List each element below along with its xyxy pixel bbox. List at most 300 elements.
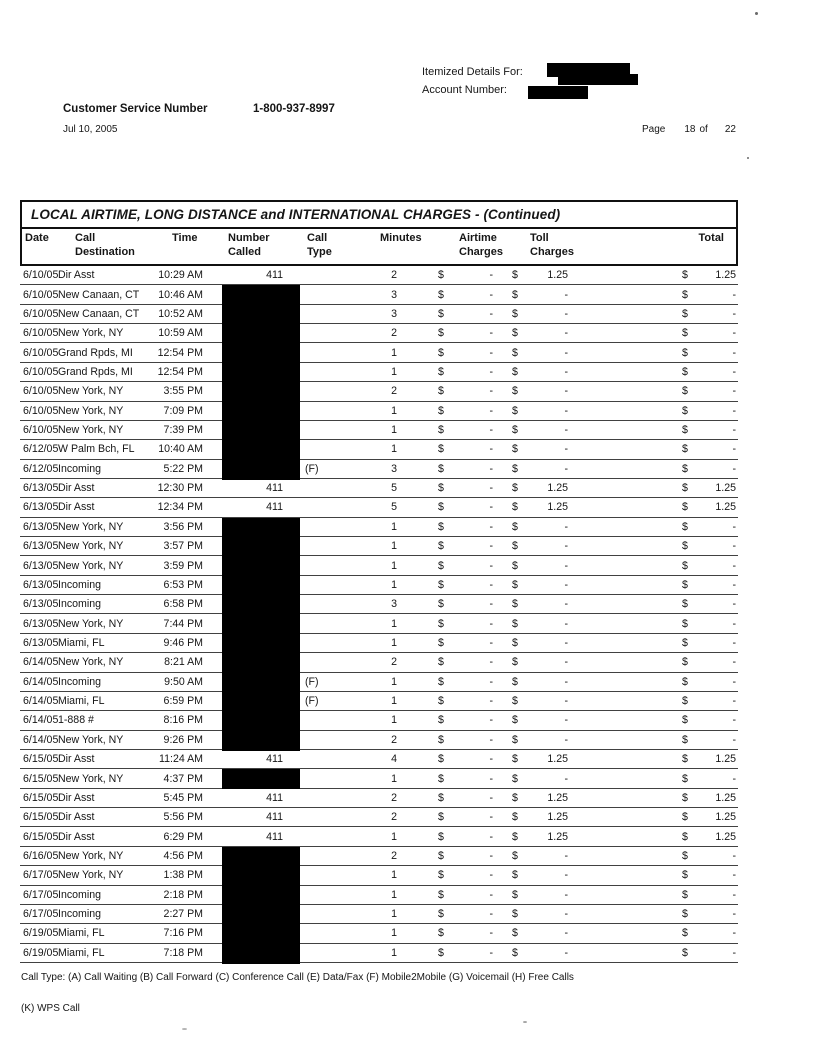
itemized-details-redaction-box xyxy=(558,74,638,85)
total-value: - xyxy=(732,733,736,746)
number-called-text: 411 xyxy=(266,811,283,824)
number-called-cell xyxy=(205,305,300,323)
toll-value: 1.25 xyxy=(547,791,568,804)
date-cell xyxy=(20,905,58,923)
minutes-cell-text: 2 xyxy=(391,733,397,746)
destination-cell-text: Dir Asst xyxy=(58,811,95,824)
dollar-sign: $ xyxy=(512,443,518,456)
number-called-cell xyxy=(205,789,300,807)
date-cell xyxy=(20,421,58,439)
dollar-sign: $ xyxy=(682,830,688,843)
toll-value: - xyxy=(564,288,568,301)
time-cell xyxy=(145,634,205,652)
dollar-sign: $ xyxy=(682,424,688,437)
minutes-cell-text: 1 xyxy=(391,637,397,649)
dollar-sign: $ xyxy=(438,772,444,785)
time-cell-text: 9:26 PM xyxy=(163,733,203,746)
dollar-sign: $ xyxy=(512,404,518,417)
dollar-sign: $ xyxy=(438,927,444,940)
number-called-cell xyxy=(205,944,300,962)
number-called-text: 411 xyxy=(266,791,283,804)
airtime-value: - xyxy=(489,307,493,320)
total-cell xyxy=(600,518,738,536)
dollar-sign: $ xyxy=(512,559,518,572)
total-value: - xyxy=(732,695,736,708)
date-cell-text: 6/10/05 xyxy=(23,346,59,359)
minutes-cell xyxy=(345,750,400,768)
minutes-cell xyxy=(345,402,400,420)
time-cell xyxy=(145,305,205,323)
time-cell xyxy=(145,402,205,420)
dollar-sign: $ xyxy=(438,617,444,630)
time-cell-text: 3:59 PM xyxy=(163,559,203,572)
airtime-charges-cell xyxy=(400,905,500,923)
total-value: 1.25 xyxy=(715,269,736,282)
airtime-charges-cell xyxy=(400,537,500,555)
toll-value: - xyxy=(564,849,568,862)
total-value: - xyxy=(732,424,736,437)
dollar-sign: $ xyxy=(682,385,688,398)
minutes-cell-text: 5 xyxy=(391,501,397,514)
destination-cell-text: Miami, FL xyxy=(58,946,105,959)
total-value: - xyxy=(732,946,736,959)
table-row xyxy=(20,479,738,498)
destination-cell xyxy=(58,769,145,787)
minutes-cell xyxy=(345,498,400,516)
destination-cell xyxy=(58,266,145,284)
destination-cell xyxy=(58,285,145,303)
toll-value: - xyxy=(564,462,568,475)
number-called-cell xyxy=(205,382,300,400)
time-cell-text: 6:59 PM xyxy=(163,695,203,708)
total-cell xyxy=(600,886,738,904)
column-header-call-destination xyxy=(60,229,147,264)
toll-charges-cell xyxy=(500,731,600,749)
table-row xyxy=(20,924,738,943)
minutes-cell xyxy=(345,305,400,323)
total-cell xyxy=(600,634,738,652)
minutes-cell-text: 2 xyxy=(391,791,397,804)
date-cell-text: 6/13/05 xyxy=(23,520,59,533)
time-cell-text: 4:56 PM xyxy=(163,849,203,862)
number-called-cell xyxy=(205,827,300,845)
column-header-line: Type xyxy=(307,245,332,258)
call-type-cell xyxy=(300,518,345,536)
minutes-cell-text: 2 xyxy=(391,385,397,398)
redacted-number-box xyxy=(222,460,300,480)
total-cell xyxy=(600,595,738,613)
toll-value: - xyxy=(564,404,568,417)
dollar-sign: $ xyxy=(512,520,518,533)
toll-value: - xyxy=(564,675,568,688)
total-cell xyxy=(600,363,738,381)
redacted-number-box xyxy=(222,363,300,383)
toll-charges-cell xyxy=(500,944,600,962)
number-called-cell xyxy=(205,731,300,749)
minutes-cell-text: 3 xyxy=(391,307,397,320)
dollar-sign: $ xyxy=(438,288,444,301)
minutes-cell-text: 2 xyxy=(391,811,397,824)
destination-cell xyxy=(58,731,145,749)
total-cell xyxy=(600,905,738,923)
time-cell xyxy=(145,944,205,962)
time-cell-text: 7:39 PM xyxy=(163,424,203,437)
scan-speck xyxy=(755,12,758,15)
total-value: - xyxy=(732,520,736,533)
dollar-sign: $ xyxy=(512,288,518,301)
dollar-sign: $ xyxy=(438,849,444,862)
number-called-cell xyxy=(205,711,300,729)
dollar-sign: $ xyxy=(438,559,444,572)
minutes-cell xyxy=(345,363,400,381)
dollar-sign: $ xyxy=(682,520,688,533)
time-cell-text: 6:29 PM xyxy=(163,830,203,843)
table-header-box xyxy=(20,200,738,266)
date-cell-text: 6/14/05 xyxy=(23,714,59,727)
destination-cell-text: Incoming xyxy=(58,462,101,475)
minutes-cell-text: 4 xyxy=(391,753,397,766)
minutes-cell-text: 1 xyxy=(391,869,397,882)
minutes-cell-text: 1 xyxy=(391,714,397,727)
redacted-number-box xyxy=(222,634,300,654)
airtime-value: - xyxy=(489,540,493,553)
toll-charges-cell xyxy=(500,634,600,652)
toll-charges-cell xyxy=(500,537,600,555)
dollar-sign: $ xyxy=(512,346,518,359)
page-number: 18 xyxy=(684,124,696,135)
dollar-sign: $ xyxy=(512,908,518,921)
total-cell xyxy=(600,537,738,555)
airtime-value: - xyxy=(489,714,493,727)
number-called-cell xyxy=(205,479,300,497)
total-cell xyxy=(600,382,738,400)
redacted-number-box xyxy=(222,440,300,460)
toll-value: - xyxy=(564,598,568,611)
time-cell-text: 7:18 PM xyxy=(163,946,203,959)
date-cell-text: 6/13/05 xyxy=(23,501,59,514)
number-called-cell xyxy=(205,498,300,516)
destination-cell xyxy=(58,653,145,671)
airtime-value: - xyxy=(489,888,493,901)
minutes-cell xyxy=(345,382,400,400)
dollar-sign: $ xyxy=(682,927,688,940)
number-called-cell xyxy=(205,808,300,826)
airtime-charges-cell xyxy=(400,769,500,787)
time-cell xyxy=(145,866,205,884)
column-header-minutes xyxy=(347,229,422,264)
call-type-cell xyxy=(300,750,345,768)
number-called-cell xyxy=(205,285,300,303)
minutes-cell xyxy=(345,673,400,691)
date-cell-text: 6/13/05 xyxy=(23,637,59,649)
time-cell xyxy=(145,382,205,400)
airtime-value: - xyxy=(489,462,493,475)
toll-charges-cell xyxy=(500,421,600,439)
date-cell xyxy=(20,614,58,632)
total-cell xyxy=(600,653,738,671)
dollar-sign: $ xyxy=(438,365,444,378)
number-called-cell xyxy=(205,924,300,942)
call-type-cell xyxy=(300,382,345,400)
date-cell-text: 6/13/05 xyxy=(23,559,59,572)
dollar-sign: $ xyxy=(682,946,688,959)
destination-cell-text: Dir Asst xyxy=(58,791,95,804)
total-cell xyxy=(600,460,738,478)
total-value: - xyxy=(732,637,736,649)
destination-cell-text: Dir Asst xyxy=(58,830,95,843)
dollar-sign: $ xyxy=(438,830,444,843)
minutes-cell-text: 1 xyxy=(391,404,397,417)
number-called-cell xyxy=(205,750,300,768)
dollar-sign: $ xyxy=(512,888,518,901)
redacted-number-box xyxy=(222,285,300,305)
toll-value: 1.25 xyxy=(547,269,568,282)
toll-charges-cell xyxy=(500,518,600,536)
date-cell-text: 6/10/05 xyxy=(23,404,59,417)
dollar-sign: $ xyxy=(512,830,518,843)
airtime-charges-cell xyxy=(400,808,500,826)
call-type-cell xyxy=(300,595,345,613)
time-cell xyxy=(145,266,205,284)
airtime-charges-cell xyxy=(400,886,500,904)
minutes-cell-text: 1 xyxy=(391,908,397,921)
destination-cell-text: New York, NY xyxy=(58,733,124,746)
total-cell xyxy=(600,711,738,729)
time-cell-text: 10:40 AM xyxy=(158,443,203,456)
date-cell-text: 6/13/05 xyxy=(23,578,59,591)
time-cell-text: 11:24 AM xyxy=(159,753,203,766)
date-cell-text: 6/10/05 xyxy=(23,288,59,301)
destination-cell xyxy=(58,595,145,613)
minutes-cell xyxy=(345,634,400,652)
time-cell xyxy=(145,769,205,787)
date-cell-text: 6/15/05 xyxy=(23,753,59,766)
airtime-charges-cell xyxy=(400,479,500,497)
date-cell xyxy=(20,711,58,729)
toll-charges-cell xyxy=(500,866,600,884)
toll-value: - xyxy=(564,908,568,921)
airtime-value: - xyxy=(489,269,493,282)
redacted-number-box xyxy=(222,905,300,925)
dollar-sign: $ xyxy=(438,675,444,688)
airtime-value: - xyxy=(489,327,493,340)
date-cell xyxy=(20,595,58,613)
dollar-sign: $ xyxy=(512,772,518,785)
airtime-charges-cell xyxy=(400,266,500,284)
time-cell xyxy=(145,556,205,574)
dollar-sign: $ xyxy=(438,733,444,746)
minutes-cell xyxy=(345,460,400,478)
time-cell xyxy=(145,673,205,691)
redacted-number-box xyxy=(222,537,300,557)
total-cell xyxy=(600,576,738,594)
number-called-cell xyxy=(205,402,300,420)
column-header-toll-charges xyxy=(502,229,602,264)
destination-cell-text: New York, NY xyxy=(58,617,124,630)
dollar-sign: $ xyxy=(512,869,518,882)
call-type-cell xyxy=(300,769,345,787)
time-cell xyxy=(145,924,205,942)
redacted-number-box xyxy=(222,886,300,906)
destination-cell-text: Incoming xyxy=(58,598,101,611)
dollar-sign: $ xyxy=(512,501,518,514)
call-type-cell xyxy=(300,866,345,884)
number-called-cell xyxy=(205,673,300,691)
dollar-sign: $ xyxy=(512,598,518,611)
table-row xyxy=(20,576,738,595)
column-header-line: Call xyxy=(75,232,96,244)
toll-value: - xyxy=(564,714,568,727)
airtime-charges-cell xyxy=(400,673,500,691)
number-called-cell xyxy=(205,634,300,652)
total-cell xyxy=(600,285,738,303)
dollar-sign: $ xyxy=(512,637,518,649)
dollar-sign: $ xyxy=(438,753,444,766)
destination-cell-text: Dir Asst xyxy=(58,269,95,282)
airtime-value: - xyxy=(489,869,493,882)
charges-table xyxy=(20,200,738,963)
time-cell xyxy=(145,789,205,807)
destination-cell-text: New York, NY xyxy=(58,869,124,882)
airtime-value: - xyxy=(489,288,493,301)
dollar-sign: $ xyxy=(682,578,688,591)
time-cell-text: 10:52 AM xyxy=(158,307,203,320)
toll-charges-cell xyxy=(500,556,600,574)
total-cell xyxy=(600,944,738,962)
airtime-charges-cell xyxy=(400,789,500,807)
total-cell xyxy=(600,498,738,516)
airtime-charges-cell xyxy=(400,944,500,962)
dollar-sign: $ xyxy=(512,482,518,495)
destination-cell-text: New York, NY xyxy=(58,540,124,553)
time-cell xyxy=(145,711,205,729)
total-cell xyxy=(600,479,738,497)
airtime-value: - xyxy=(489,772,493,785)
destination-cell-text: New York, NY xyxy=(58,772,124,785)
airtime-charges-cell xyxy=(400,924,500,942)
time-cell xyxy=(145,847,205,865)
minutes-cell-text: 1 xyxy=(391,927,397,940)
date-cell-text: 6/15/05 xyxy=(23,772,59,785)
table-row xyxy=(20,363,738,382)
minutes-cell xyxy=(345,905,400,923)
dollar-sign: $ xyxy=(682,656,688,669)
table-row xyxy=(20,537,738,556)
dollar-sign: $ xyxy=(512,675,518,688)
minutes-cell xyxy=(345,769,400,787)
table-row xyxy=(20,285,738,304)
date-cell xyxy=(20,440,58,458)
date-cell-text: 6/13/05 xyxy=(23,598,59,611)
minutes-cell xyxy=(345,537,400,555)
dollar-sign: $ xyxy=(682,501,688,514)
airtime-value: - xyxy=(489,598,493,611)
column-header-line: Called xyxy=(228,245,262,258)
date-cell-text: 6/12/05 xyxy=(23,443,59,456)
minutes-cell xyxy=(345,711,400,729)
toll-value: - xyxy=(564,695,568,708)
dollar-sign: $ xyxy=(438,269,444,282)
total-value: - xyxy=(732,346,736,359)
table-row xyxy=(20,460,738,479)
airtime-value: - xyxy=(489,424,493,437)
redacted-number-box xyxy=(222,944,300,964)
date-cell xyxy=(20,634,58,652)
redacted-number-box xyxy=(222,324,300,344)
time-cell xyxy=(145,614,205,632)
dollar-sign: $ xyxy=(682,637,688,649)
table-body xyxy=(20,266,738,963)
destination-cell xyxy=(58,711,145,729)
dollar-sign: $ xyxy=(512,307,518,320)
dollar-sign: $ xyxy=(682,307,688,320)
minutes-cell-text: 1 xyxy=(391,443,397,456)
time-cell xyxy=(145,460,205,478)
destination-cell-text: Miami, FL xyxy=(58,637,105,649)
dollar-sign: $ xyxy=(682,908,688,921)
column-header-line: Charges xyxy=(530,245,575,258)
date-cell xyxy=(20,866,58,884)
airtime-charges-cell xyxy=(400,634,500,652)
call-type-cell xyxy=(300,440,345,458)
number-called-cell xyxy=(205,440,300,458)
customer-service-number: 1-800-937-8997 xyxy=(253,103,335,115)
total-value: - xyxy=(732,656,736,669)
call-type-cell xyxy=(300,285,345,303)
minutes-cell-text: 1 xyxy=(391,520,397,533)
date-cell xyxy=(20,944,58,962)
dollar-sign: $ xyxy=(682,559,688,572)
dollar-sign: $ xyxy=(682,482,688,495)
airtime-value: - xyxy=(489,385,493,398)
total-value: - xyxy=(732,598,736,611)
toll-value: - xyxy=(564,733,568,746)
destination-cell xyxy=(58,402,145,420)
column-header-line: Airtime xyxy=(459,232,497,244)
airtime-value: - xyxy=(489,791,493,804)
airtime-value: - xyxy=(489,946,493,959)
time-cell-text: 9:50 AM xyxy=(164,675,203,688)
redacted-number-box xyxy=(222,769,300,789)
minutes-cell xyxy=(345,556,400,574)
destination-cell-text: Grand Rpds, MI xyxy=(58,365,133,378)
table-row xyxy=(20,866,738,885)
column-header-line: Minutes xyxy=(380,232,422,244)
total-cell xyxy=(600,924,738,942)
dollar-sign: $ xyxy=(438,908,444,921)
date-cell xyxy=(20,653,58,671)
airtime-charges-cell xyxy=(400,402,500,420)
destination-cell xyxy=(58,382,145,400)
destination-cell-text: Dir Asst xyxy=(58,753,95,766)
page-label: Page xyxy=(642,124,666,135)
date-cell xyxy=(20,402,58,420)
toll-charges-cell xyxy=(500,479,600,497)
dollar-sign: $ xyxy=(438,811,444,824)
toll-charges-cell xyxy=(500,711,600,729)
destination-cell xyxy=(58,847,145,865)
time-cell-text: 7:44 PM xyxy=(163,617,203,630)
dollar-sign: $ xyxy=(512,753,518,766)
time-cell xyxy=(145,750,205,768)
call-type-cell xyxy=(300,653,345,671)
airtime-value: - xyxy=(489,656,493,669)
call-type-cell-text: (F) xyxy=(305,695,319,708)
dollar-sign: $ xyxy=(512,578,518,591)
redacted-number-box xyxy=(222,382,300,402)
page-of-label: of xyxy=(699,124,708,135)
toll-charges-cell xyxy=(500,324,600,342)
